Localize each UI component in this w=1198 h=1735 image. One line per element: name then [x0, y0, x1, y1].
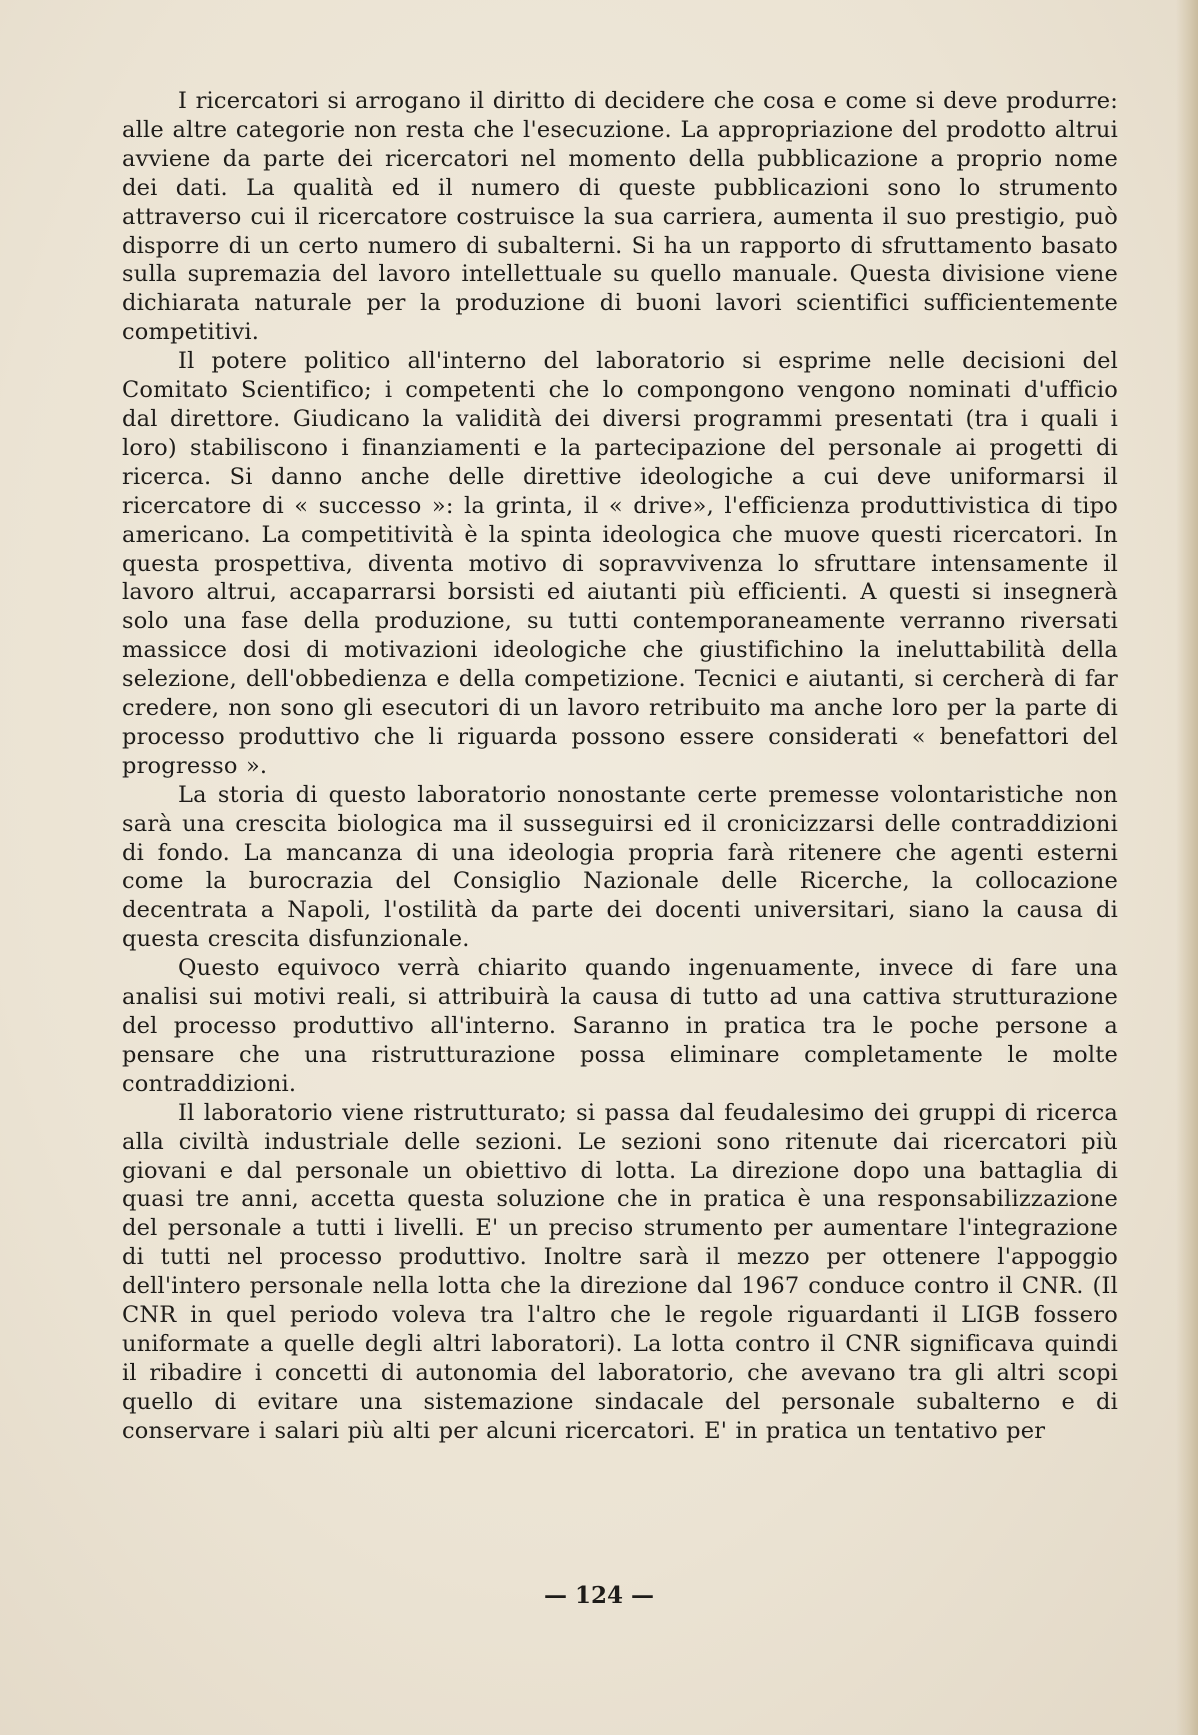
- paragraph-5: Il laboratorio viene ristrutturato; si passa dal feudalesimo dei gruppi di ricerca alla civiltà industriale delle sezioni. Le sezioni sono ritenute dai ricercatori più giovani e dal personale un obiettivo di lotta. La direzione dopo una battaglia di quasi tre anni, accetta questa soluzione che in pratica è una responsabilizzazione del personale a tutti i livelli. E' un preciso strumento per aumentare l'integrazione di tutti nel processo produttivo. Inoltre sarà il mezzo per ottenere l'appoggio dell'intero personale nella lotta che la direzione dal 1967 conduce contro il CNR. (Il CNR in quel periodo voleva tra l'altro che le regole riguardanti il LIGB fossero uniformate a quelle degli altri laboratori). La lotta contro il CNR significava quindi il ribadire i concetti di autonomia del laboratorio, che avevano tra gli altri scopi quello di evitare una sistemazione sindacale del personale subalterno e di conservare i salari più alti per alcuni ricercatori. E' in pratica un tentativo per: [122, 1099, 1118, 1444]
- page-edge-shadow: [1176, 0, 1198, 1735]
- page-number: — 124 —: [543, 1582, 655, 1609]
- body-text: [122, 87, 1118, 1446]
- paragraph-3: La storia di questo laboratorio nonostante certe premesse volontaristiche non sarà una crescita biologica ma il susseguirsi ed il cronicizzarsi delle contraddizioni di fondo. La mancanza di una ideologia propria farà ritenere che agenti esterni come la burocrazia del Consiglio Nazionale delle Ricerche, la collocazione decentrata a Napoli, l'ostilità da parte dei docenti universitari, siano la causa di questa crescita disfunzionale.: [122, 781, 1118, 953]
- paragraph-2: Il potere politico all'interno del laboratorio si esprime nelle decisioni del Comitato Scientifico; i competenti che lo compongono vengono nominati d'ufficio dal direttore. Giudicano la validità dei diversi programmi presentati (tra i quali i loro) stabiliscono i finanziamenti e la partecipazione del personale ai progetti di ricerca. Si danno anche delle direttive ideologiche a cui deve uniformarsi il ricercatore di « successo »: la grinta, il « drive», l'efficienza produttivistica di tipo americano. La competitività è la spinta ideologica che muove questi ricercatori. In questa prospettiva, diventa motivo di sopravvivenza lo sfruttare intensamente il lavoro altrui, accaparrarsi borsisti ed aiutanti più efficienti. A questi si insegnerà solo una fase della produzione, su tutti contemporaneamente verranno riversati massicce dosi di motivazioni ideologiche che giustifichino la ineluttabilità della selezione, dell'obbedienza e della competizione. Tecnici e aiutanti, si cercherà di far credere, non sono gli esecutori di un lavoro retribuito ma anche loro per la parte di processo produttivo che li riguarda possono essere considerati « benefattori del progresso ».: [122, 348, 1118, 779]
- paragraph-1: I ricercatori si arrogano il diritto di decidere che cosa e come si deve produrre: alle altre categorie non resta che l'esecuzione. La appropriazione del prodotto altrui avviene da parte dei ricercatori nel momento della pubblicazione a proprio nome dei dati. La qualità ed il numero di queste pubblicazioni sono lo strumento attraverso cui il ricercatore costruisce la sua carriera, aumenta il suo prestigio, può disporre di un certo numero di subalterni. Si ha un rapporto di sfruttamento basato sulla supremazia del lavoro intellettuale su quello manuale. Questa divisione viene dichiarata naturale per la produzione di buoni lavori scientifici sufficientemente competitivi.: [122, 88, 1118, 346]
- paragraph-4: Questo equivoco verrà chiarito quando ingenuamente, invece di fare una analisi sui motivi reali, si attribuirà la causa di tutto ad una cattiva strutturazione del processo produttivo all'interno. Saranno in pratica tra le poche persone a pensare che una ristrutturazione possa eliminare completamente le molte contraddizioni.: [122, 955, 1118, 1097]
